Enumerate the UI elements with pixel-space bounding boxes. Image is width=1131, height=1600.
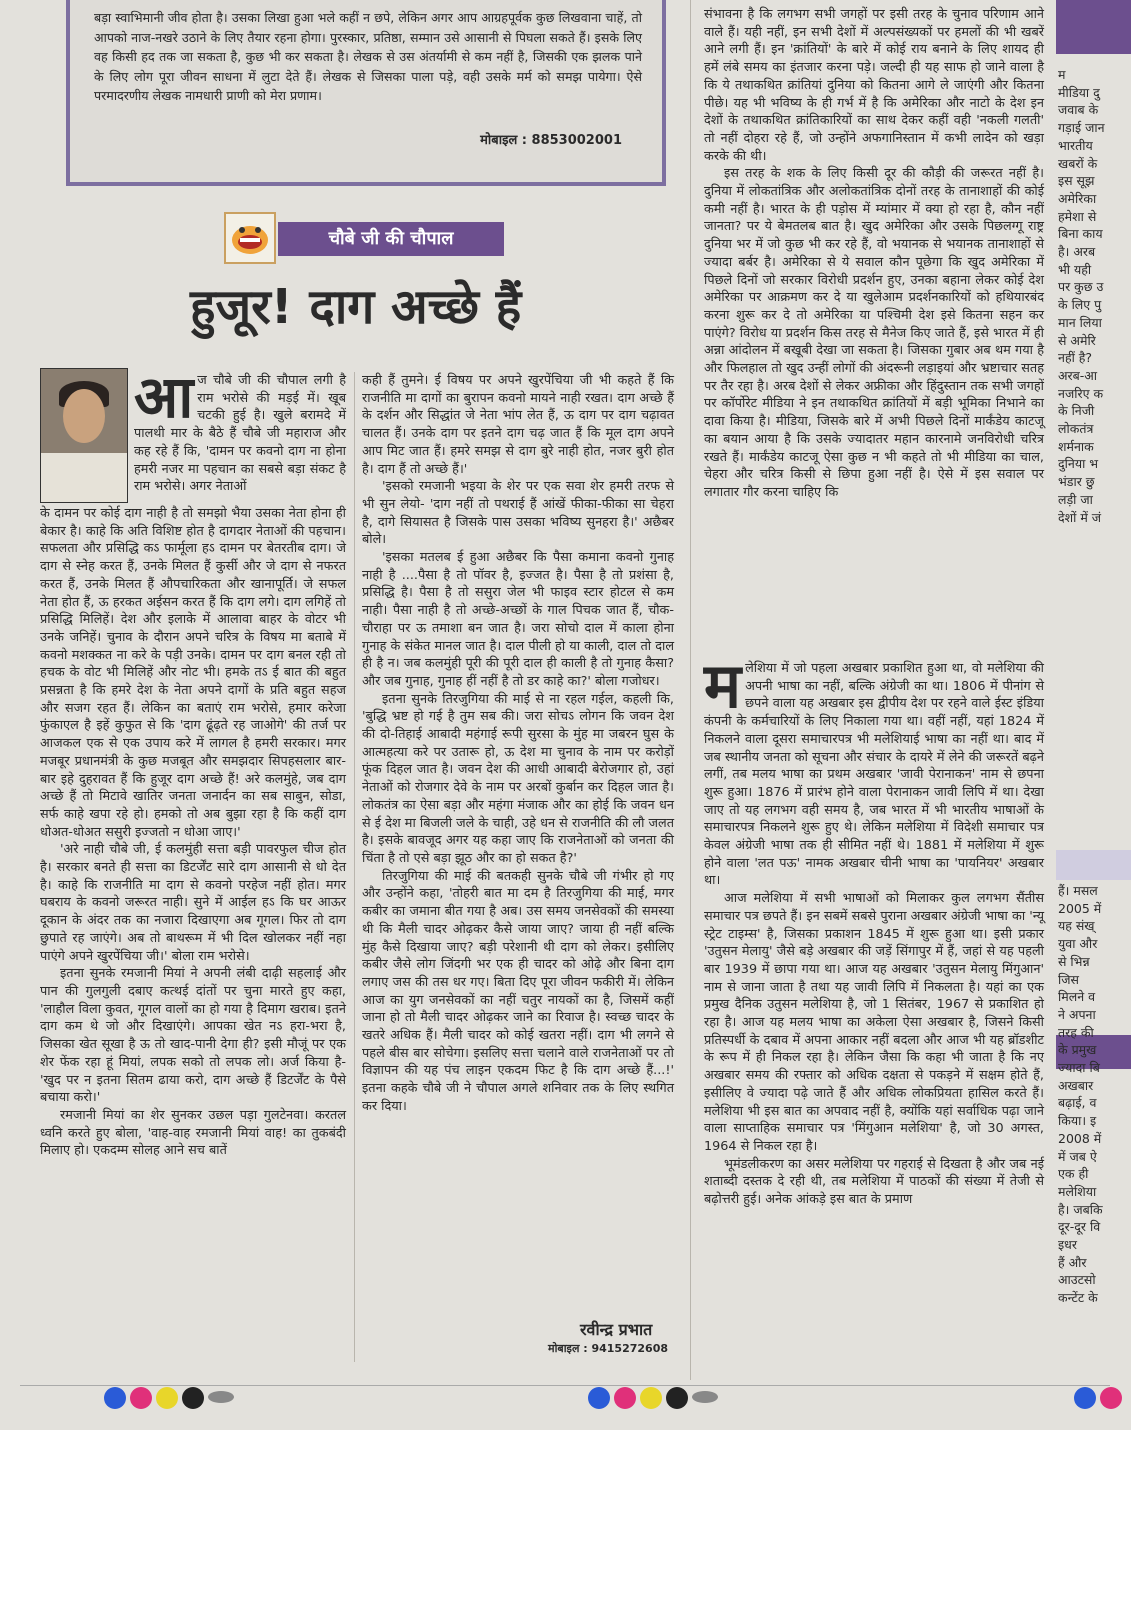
paragraph: 'इसको रमजानी भइया के शेर पर एक सवा शेर हमरी तरफ से भी सुन लेयो- 'दाग नहीं तो पथराई हैं आंखें फीका-फीका सा चेहरा है, दागे सियासत है जिसके पास उसका भविष्य सुनहरा है।' अछैबर बोले। — [362, 479, 674, 548]
fragment-line: भारतीय — [1058, 137, 1093, 153]
fragment-line: हमेशा से — [1058, 208, 1097, 224]
column-name: चौबे जी की चौपाल — [278, 222, 504, 256]
fragment-line: लोकतंत्र — [1058, 421, 1094, 437]
column-divider — [354, 372, 355, 1362]
fragment-line: मान लिया — [1058, 314, 1102, 330]
registration-mark — [182, 1387, 204, 1409]
registration-mark — [614, 1387, 636, 1409]
registration-mark — [208, 1391, 234, 1403]
fragment-line: इधर — [1058, 1237, 1077, 1253]
author-name: रवीन्द्र प्रभात — [580, 1320, 653, 1339]
fragment-line: लड़ी जा — [1058, 491, 1093, 507]
registration-mark — [130, 1387, 152, 1409]
fragment-line: बढ़ाई, व — [1058, 1095, 1097, 1111]
fragment-line: किया। इ — [1058, 1113, 1097, 1129]
fragment-line: के प्रमुख — [1058, 1042, 1097, 1058]
fragment-line: शर्मनाक — [1058, 438, 1094, 454]
fragment-line: कन्टेंट के — [1058, 1290, 1098, 1306]
fragment-line: तरह की — [1058, 1024, 1094, 1040]
paragraph: भूमंडलीकरण का असर मलेशिया पर गहराई से दिखता है और जब नई शताब्दी दस्तक दे रही थी, तब मलेशिया में पाठकों की संख्या में तेजी से बढ़ोत्तरी हुई। अनेक आंकड़े इस बात के प्रमाण — [704, 1156, 1044, 1208]
paragraph: के दामन पर कोई दाग नाही है तो समझो भैया उसका नेता होना ही बेकार है। काहे कि अति विशिष्ट होत है दागदार नेताओं की पहचान। सफलता और प्रसिद्धि कऽ फार्मूला हऽ दामन पर बेतरतीब दाग। जे दाग से स्नेह करत हैं, उनके मिलत हैं कुर्सी और जे दाग से नफरत करत हैं, उनके मिलत हैं औपचारिकता और खानापूर्ति। जे सफल नेता होत हैं, ऊ हरकत अईसन करत हैं कि दाग लगे। दाग लगिहें तो प्रसिद्धि मिलिहें। देश और इलाके में आलावा बाहर के वोटर भी उनके जनिहें। चुनाव के दौरान अपने चरित्र के विषय मा बताबे में कवनो मशक्कत ना करे के पड़ी उनके। दामन पर दाग बनल रही तो हचक के वोट भी मिलिहें और नोट भी। हमके तऽ ई बात की बहुत प्रसन्नता है कि हमरे देश के नेता अपने दागों के प्रति बहुत सहज और सजग रहत हैं। लेकिन का बताएं राम भरोसे, हमार करेजा फुंकाएल है इहें कुफुत से कि 'दाग ढूंढ़ते रह जाओगे' की तर्ज पर आजकल एक से एक उपाय करे में लागल है हमरी सरकार। मगर मजबूर प्रधानमंत्री के कुछ मजबूत और समझदार सिपहसलार बार-बार इहे दुहरावत हैं कि हुजूर दाग अच्छे हैं! अरे कलमुंहे, जब दाग अच्छे हैं तो मिटावे खातिर जनता जनार्दन का सब साबुन, सोडा, सर्फ काहे खपा रहे हो। हमको तो अब बुझा रहा है कि कहीं दाग धोअत-धोअत ससुरी इज्जतो न धोआ जाए।' — [40, 506, 346, 840]
fragment-line: एक ही — [1058, 1166, 1089, 1182]
right-column-fragment — [1056, 0, 1131, 1430]
fragment-line: दूर-दूर वि — [1058, 1219, 1101, 1235]
column-divider — [690, 0, 691, 1380]
fragment-line: के निजी — [1058, 403, 1095, 419]
paragraph: तिरजुगिया की माई की बतकही सुनके चौबे जी गंभीर हो गए और उन्होंने कहा, 'तोहरी बात मा दम है तिरजुगिया की माई, मगर कबीर का जमाना बीत गया है अब। उस समय जनसेवकों की समस्या थी कि मैली चादर ओढ़कर कैसे जाया जाए? जाया ही नहीं बल्कि मुंह कैसे दिखाया जाए? बड़ी परेशानी थी दाग को लेकर। इसीलिए कबीर जैसे लोग जिंदगी भर एक ही चादर को ओढ़े और बिना दाग लगाए जस की तस धर गए। बिता दिए पूरा जीवन फकीरी में। लेकिन आज का युग जनसेवकों का नहीं चतुर नायकों का है, जिसमें कहीं जाना हो तो मैली चादर ओढ़कर जाने का रिवाज है। स्वच्छ चादर के खतरे अधिक हैं। मैली चादर को कोई खतरा नहीं। दाग भी लगने से पहले बीस बार सोचेगा। इसलिए सत्ता चलाने वाले राजनेताओं पर तो विज्ञापन की यह पंच लाइन एकदम फिट है कि दाग अच्छे हैं...!' इतना कहके चौबे जी ने चौपाल अगले शनिवार तक के लिए स्थगित कर दिया। — [362, 868, 674, 1114]
paragraph: संभावना है कि लगभग सभी जगहों पर इसी तरह के चुनाव परिणाम आने वाले हैं। यही नहीं, इन सभी देशों में अल्पसंख्यकों पर हमलों की भी खबरें आने लगी हैं। इन 'क्रांतियों' के बारे में कोई राय बनाने के लिए शायद ही हमें लंबे समय का इंतजार करना पड़े। जल्दी ही यह साफ हो जाने वाला है कि ये तथाकथित क्रांतियां दुनिया को कितना आगे ले जाएंगी और कितना पीछे। यह भी भविष्य के ही गर्भ में है कि अमेरिका और नाटो के देश इन देशों के तथाकथित क्रांतिकारियों का साथ देकर कहीं वही 'नकली गलती' तो नहीं दोहरा रहे हैं, जो उन्होंने अफगानिस्तान में कभी लादेन को खड़ा करके की थी। — [704, 7, 1044, 164]
fragment-line: है। जबकि — [1058, 1201, 1103, 1217]
fragment-line: जवाब के — [1058, 102, 1099, 118]
fragment-line: जिस — [1058, 971, 1079, 987]
article-intro — [134, 363, 346, 496]
dropcap: आ — [134, 363, 194, 431]
fragment-line: भंडार छु — [1058, 474, 1095, 490]
fragment-line: मिलने व — [1058, 989, 1096, 1005]
fragment-line: युवा और — [1058, 936, 1098, 952]
paragraph: कही हैं तुमने। ई विषय पर अपने खुरपेंचिया जी भी कहते हैं कि राजनीति मा दागों का बुरापन कवनो मायने नाही रखत। दाग अच्छे हैं के दर्शन और सिद्धांत जे नेता भांप लेत हैं, ऊ दाग पर दाग चढ़ावत चालत हैं। उनके दाग पर इतने दाग चढ़ जात हैं कि मूल दाग अपने आप मिट जात हैं। हमरे समझ से दाग बुरे नाही होत, नजर बुरी होत है। दाग हैं तो अच्छे हैं।' — [362, 373, 674, 477]
paragraph: लेशिया में जो पहला अखबार प्रकाशित हुआ था, वो मलेशिया की अपनी भाषा का नहीं, बल्कि अंग्रेजी का था। 1806 में पीनांग से छपने वाला यह अखबार इस द्वीपीय देश पर रहने वाले ईस्ट इंडिया कंपनी के कर्मचारियों के लिए निकाला गया था। वहीं नहीं, यहां 1824 में निकलने वाला दूसरा समाचारपत्र भी मलेशियाई भाषा का नहीं था। बाद में जब स्थानीय जनता को सूचना और संचार के दायरे में लेने की जरूरतें बढ़ने लगीं, तब मलय भाषा का प्रथम अखबार 'जावी पेरानाकन' नाम से छपना शुरू हुआ। 1876 में प्रारंभ होने वाला पेरानाकन जावी लिपि में था। देखा जाए तो यह लगभग वही समय है, जब भारत में भी भारतीय भाषाओं के समाचारपत्र निकलने शुरू हुए थे। लेकिन मलेशिया में विदेशी समाचार पत्र केवल अंग्रेजी भाषा तक ही सीमित नहीं थे। 1881 में मलेशिया में शुरू होने वाला 'लत पऊ' नामक अखबार चीनी भाषा का 'पायनियर' अखबार था। — [704, 661, 1044, 889]
article-column-1 — [40, 505, 346, 1160]
fragment-line: भी यही — [1058, 261, 1092, 277]
article-intro-text: ज चौबे जी की चौपाल लगी है राम भरोसे की मड़ई में। खूब चटकी हुई है। खुले बरामदे में पालथी मार के बैठे हैं चौबे जी महाराज और कह रहे हैं कि, 'दामन पर कवनो दाग ना होना हमरी नजर मा पहचान का सबसे बड़ा संकट है राम भरोसे। अगर नेताओं — [134, 373, 346, 495]
article-column-3 — [704, 6, 1044, 502]
registration-mark — [1074, 1387, 1096, 1409]
paragraph: 'अरे नाही चौबे जी, ई कलमुंही सत्ता बड़ी पावरफुल चीज होत है। सरकार बनते ही सत्ता का डिटर्जेंट सारे दाग आसानी से धो देत है। काहे कि राजनीति मा दाग से कवनो परहेज नहीं होत। मगर घबराय के कवनो जरूरत नाही। सुने में आईल हऽ कि घर आऊर दूकान के अंदर तक का नजारा दिखाएगा अब गूगल। फिर तो दाग छुपाते रह जाएंगे। अब तो बाथरूम में भी दिल खोलकर नहीं नहा पाएंगे अपने खुरपेंचिया जी।' बोला राम भरोसे। — [40, 842, 346, 964]
fragment-line: नजरिए क — [1058, 385, 1104, 401]
fragment-line: दुनिया भ — [1058, 456, 1099, 472]
fragment-line: अमेरिका — [1058, 190, 1097, 206]
fragment-line: के लिए पु — [1058, 297, 1102, 313]
fragment-line: नहीं है? — [1058, 350, 1093, 366]
registration-mark — [588, 1387, 610, 1409]
author-mobile: मोबाइल : 9415272608 — [548, 1342, 669, 1355]
fragment-text-b — [1058, 882, 1131, 1307]
fragment-line: अखबार — [1058, 1077, 1094, 1093]
author-photo — [40, 368, 128, 503]
fragment-line: मीडिया दु — [1058, 84, 1100, 100]
registration-mark — [156, 1387, 178, 1409]
malaysia-article — [704, 649, 1044, 1209]
section-bar — [1056, 0, 1131, 54]
article-column-2 — [362, 372, 674, 1116]
paragraph: आज मलेशिया में सभी भाषाओं को मिलाकर कुल लगभग सैंतीस समाचार पत्र छपते हैं। इन सबमें सबसे पुराना अखबार अंग्रेजी भाषा का 'न्यू स्ट्रेट टाइम्स' है, जिसका प्रकाशन 1845 में शुरू हुआ था। इसी प्रकार 'उतुसन मेलायु' जैसे बड़े अखबार की जड़ें सिंगापुर में हैं, जहां से यह पहली बार 1939 में छापा गया था। आज यह अखबार 'उतुसन मेलायु मिंगुआन' नाम से जाना जाता है तथा यह जावी लिपि में निकलता है। यहां का एक प्रमुख दैनिक उतुसन मलेशिया है, जो 1 सितंबर, 1967 से प्रकाशित हो रहा है। आज यह मलय भाषा का अकेला ऐसा अखबार है, जिसने किसी प्रतिस्पर्धी के दबाव में अपना आकार नहीं बदला और आज भी यह ब्रॉडशीट के रूप में ही निकल रहा है। लेकिन जैसा कि कहा भी जाता है कि नए अखबार समय की रफ्तार को अधिक दक्षता से पकड़ने में सक्षम होते हैं, इसीलिए वे ज्यादा पढ़े जाते हैं और अधिक लोकप्रियता हासिल करते हैं। मलेशिया भी इस बात का अपवाद नहीं है, क्योंकि यहां सर्वाधिक पढ़ा जाने वाला साप्ताहिक समाचार पत्र 'मिंगुआन मलेशिया' है, जो 30 अगस्त, 1964 से निकल रहा है। — [704, 891, 1044, 1154]
fragment-line: म — [1058, 67, 1066, 82]
fragment-line: हैं और — [1058, 1254, 1087, 1270]
fragment-line: आउटसो — [1058, 1272, 1096, 1288]
fragment-text-a — [1058, 66, 1131, 526]
fragment-line: बिना काय — [1058, 226, 1103, 242]
chaupal-logo — [224, 212, 276, 264]
fragment-line: मलेशिया — [1058, 1183, 1097, 1199]
fragment-line: से अमेरि — [1058, 332, 1096, 348]
fragment-line: गड़ाई जान — [1058, 120, 1105, 136]
fragment-line: से भिन्न — [1058, 953, 1090, 969]
fragment-line: खबरों के — [1058, 155, 1098, 171]
registration-mark — [1100, 1387, 1122, 1409]
fragment-line: इस सूझ — [1058, 173, 1095, 189]
paragraph: इतना सुनके तिरजुगिया की माई से ना रहल गईल, कहली कि, 'बुद्धि भ्रष्ट हो गई है तुम सब की। जरा सोचऽ लोगन कि जवन देश की दो-तिहाई आबादी महंगाई रूपी सुरसा के मुंह मा जबरन घुस के आत्महत्या करे पर उतारू हो, ऊ देश मा चुनाव के नाम पर करोड़ों फूंक दिहल जात है। जवन देश की आधी आबादी बेरोजगार हो, उहां नेताओं को रोजगार देवे के नाम पर अरबों कुर्बान कर दिहल जात है। लोकतंत्र का ऐसा बड़ा और महंगा मंजाक और का होई कि जवन धन से ई देश मा बिजली जले के चाही, उहे धन से राजनीति की लौ जलत है। इसके बावजूद अगर यह कहा जाए कि राजनेताओं को जनता की चिंता है तो एसे बड़ा झूठ और का हो सकत है?' — [362, 691, 674, 866]
fragment-line: ने अपना — [1058, 1006, 1096, 1022]
boxed-article-text: बड़ा स्वाभिमानी जीव होता है। उसका लिखा हुआ भले कहीं न छपे, लेकिन अगर आप आग्रहपूर्वक कुछ लिखवाना चाहें, तो आपको नाज-नखरे उठाने के लिए तैयार रहना होगा। पुरस्कार, प्रतिष्ठा, सम्मान उसे आसानी से पिघला सकते हैं। इसके लिए वह किसी हद तक जा सकता है, कुछ भी कर सकता है। लेखक से उस अंतर्यामी से कम नहीं है, जिसकी एक झलक पाने के लिए लोग पूरा जीवन साधना में लुटा देते हैं। लेखक से जिसका पाला पड़े, वही उसके मर्म को समझ पायेगा। ऐसे परमादरणीय लेखक नामधारी प्राणी को मेरा प्रणाम। — [94, 10, 642, 103]
paragraph: रमजानी मियां का शेर सुनकर उछल पड़ा गुलटेनवा। करतल ध्वनि करते हुए बोला, 'वाह-वाह रमजानी मियां वाह! का तुकबंदी मिलाए हो। एकदम्म सोलह आने सच बातें — [40, 1107, 346, 1159]
dropcap: म — [704, 649, 742, 722]
fragment-line: ज्यादा बि — [1058, 1060, 1100, 1076]
fragment-line: पर कुछ उ — [1058, 279, 1104, 295]
boxed-article-mobile: मोबाइल : 8853002001 — [480, 133, 622, 148]
fragment-line: देशों में जं — [1058, 509, 1102, 525]
paragraph: इस तरह के शक के लिए किसी दूर की कौड़ी की जरूरत नहीं है। दुनिया में लोकतांत्रिक और अलोकतांत्रिक दोनों तरह के तानाशाहों की कोई कमी नहीं है। भारत के ही पड़ोस में म्यांमार में क्या हो रहा है, कौन नहीं जानता? पर ये बेमतलब बात है। खुद अमेरिका और उसके पिछलग्गू राष्ट्र दुनिया भर में जो कुछ भी कर रहे हैं, वो भयानक से भयानक तानाशाहों से ज्यादा बर्बर है। अमेरिका से ये सवाल कौन पूछेगा कि खुद अमेरिका में पिछले दिनों जो सरकार विरोधी प्रदर्शन हुए, उनका बहाना लेकर कोई देश अमेरिका पर आक्रमण कर दे या खुलेआम प्रदर्शनकारियों को हथियारबंद करना शुरू कर दे तो अमेरिका या पश्चिमी देश इसे कितना सहन कर पाएंगे? विरोध या प्रदर्शन किस तरह से मैनेज किए जाते हैं, इसे भारत में ही अन्ना आंदोलन में बखूबी देखा जा सकता है। जिसका गुबार अब थम गया है और फिलहाल तो खुद उन्हीं लोगों की अंदरूनी लड़ाइयां और भ्रष्टाचार सतह पर तैर रहा है। अरब देशों से लेकर अफ्रीका और हिंदुस्तान तक सभी जगहों पर कॉर्पोरेट मीडिया ने इन तथाकथित क्रांतियों में बड़ी भूमिका निभाने का दावा किया है। मीडिया, जिसके बारे में अभी पिछले दिनों मार्कंडेय काटजू का बयान आया है कि उसके ज्यादातर महान कारनामे जनविरोधी चरित्र रखते हैं। मार्कंडेय काटजू ऐसा कुछ न भी कहते तो भी मीडिया का चाल, चेहरा और चरित्र किसी से छिपा हुआ नहीं है। ऐसे में इस सवाल पर लगातार गौर करना चाहिए कि — [704, 166, 1044, 500]
smiling-face-icon — [226, 214, 274, 262]
fragment-line: में जब ऐ — [1058, 1148, 1097, 1164]
fragment-line: अरब-आ — [1058, 367, 1098, 383]
registration-mark — [692, 1391, 718, 1403]
page-bottom-rule — [20, 1385, 1110, 1386]
paragraph: 'इसका मतलब ई हुआ अछैबर कि पैसा कमाना कवनो गुनाह नाही है ....पैसा है तो पॉवर है, इज्जत है। पैसा है तो प्रशंसा है, प्रसिद्धि है। पैसा है तो ससुरा जेल भी फाइव स्टार होटल से कम नाही। पैसा नाही है तो अच्छे-अच्छों के गाल पिचक जात हैं, चौक-चौराहा पर ऊ तमाशा बन जात है। जरा सोचो दाल में काला होना गुनाह के संकेत मानल जात है। दाल पीली हो या काली, दाल तो दाल ही है न। जब कलमुंही पूरी की पूरी दाल ही काली है तो गुनाह कैसा? और जब गुनाह, गुनाह हीं नहीं है तो डर काहे का?' बोला गजोधर। — [362, 550, 674, 689]
boxed-article-continuation — [66, 0, 666, 186]
fragment-line: 2008 में — [1058, 1130, 1102, 1146]
registration-mark — [104, 1387, 126, 1409]
paragraph: इतना सुनके रमजानी मियां ने अपनी लंबी दाढ़ी सहलाई और पान की गुलगुली दबाए कत्थई दांतों पर चुना मारते हुए कहा, 'लाहौल विला कुवत, गूगल वालों का हो गया है दिमाग खराब। इतने दाग कम थे जो और दिखाएंगे। आपका खेत नऽ हरा-भरा है, जिसका खेत सूखा है ऊ तो खाद-पानी देगा ही? इसी मौजूं पर एक शेर फेंक रहा हूं मियां, लपक सको तो लपक लो। अर्ज किया है- 'खुद पर न इतना सितम ढाया करो, दाग अच्छे हैं डिटर्जेंट के पैसे बचाया करो।' — [40, 966, 346, 1106]
fragment-line: हैं। मसल — [1058, 883, 1098, 898]
registration-mark — [666, 1387, 688, 1409]
fragment-line: है। अरब — [1058, 244, 1096, 260]
registration-mark — [640, 1387, 662, 1409]
fragment-line: 2005 में — [1058, 900, 1102, 916]
fragment-line: यह संख् — [1058, 918, 1095, 934]
headline: हुजूर! दाग अच्छे हैं — [190, 279, 522, 335]
column-header — [206, 218, 506, 258]
section-bar — [1056, 850, 1131, 880]
